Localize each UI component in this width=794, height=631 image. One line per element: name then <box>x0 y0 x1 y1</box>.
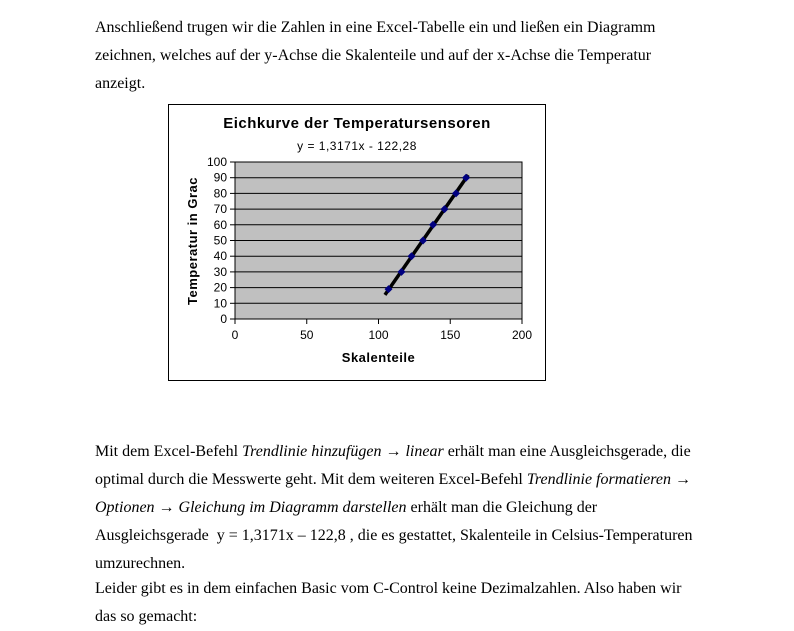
italic-text-run: Trendlinie hinzufügen <box>242 443 382 460</box>
calibration-chart <box>168 104 546 381</box>
paragraph-line: Leider gibt es in dem einfachen Basic vom C-Control keine Dezimalzahlen. Also haben wir <box>95 580 682 597</box>
italic-text-run: Trendlinie formatieren <box>526 471 671 488</box>
text-run: erhält man eine Ausgleichsgerade, die <box>443 443 691 460</box>
italic-text-run: Optionen <box>95 499 155 516</box>
y-tick-label: 80 <box>213 186 227 201</box>
text-run: umzurechnen. <box>95 555 186 572</box>
y-axis-title: Temperatur in Grac <box>185 177 200 305</box>
paragraph-line <box>95 550 693 578</box>
y-tick-label: 100 <box>206 155 227 169</box>
italic-text-run: Gleichung im Diagramm darstellen <box>178 499 407 516</box>
paragraph-line <box>95 438 693 466</box>
y-tick-label: 30 <box>213 264 227 279</box>
paragraph-line: zeichnen, welches auf der y-Achse die Skalenteile und auf der x-Achse die Temperatur <box>95 47 652 64</box>
paragraph-line <box>95 494 693 522</box>
text-run: → <box>381 443 406 460</box>
y-tick-label: 90 <box>213 170 227 185</box>
chart-equation-label: y = 1,3171x - 122,28 <box>297 139 417 153</box>
y-tick-label: 70 <box>213 202 227 217</box>
y-tick-label: 20 <box>213 280 227 295</box>
paragraph-trendline <box>95 438 693 578</box>
y-tick-label: 0 <box>220 312 227 326</box>
italic-text-run: linear <box>405 443 444 460</box>
text-run: → <box>671 471 691 488</box>
x-tick-label: 0 <box>231 328 239 342</box>
x-tick-label: 150 <box>440 328 461 342</box>
x-tick-label: 100 <box>368 328 389 342</box>
text-run: Ausgleichsgerade y = 1,3171x – 122,8 , die es gestattet, Skalenteile in Celsius-Temperaturen <box>95 527 693 544</box>
text-run: → <box>154 499 179 516</box>
y-tick-label: 60 <box>213 217 227 232</box>
x-tick-label: 200 <box>511 328 533 342</box>
y-tick-label: 50 <box>213 233 227 248</box>
paragraph-line <box>95 522 693 550</box>
paragraph-intro <box>95 14 655 98</box>
y-tick-label: 40 <box>213 249 227 264</box>
paragraph-basic <box>95 575 682 631</box>
x-axis-title: Skalenteile <box>341 350 416 365</box>
paragraph-line: das so gemacht: <box>95 608 198 625</box>
x-tick-label: 50 <box>300 328 314 342</box>
text-run: Mit dem Excel-Befehl <box>95 443 243 460</box>
paragraph-line: Anschließend trugen wir die Zahlen in eine Excel-Tabelle ein und ließen ein Diagramm <box>95 19 656 36</box>
paragraph-line: anzeigt. <box>95 75 146 92</box>
plot-svg <box>169 105 545 380</box>
text-run: optimal durch die Messwerte geht. Mit dem weiteren Excel-Befehl <box>95 471 527 488</box>
y-tick-label: 10 <box>213 296 227 311</box>
text-run: erhält man die Gleichung der <box>406 499 598 516</box>
chart-title: Eichkurve der Temperatursensoren <box>223 115 491 132</box>
paragraph-line <box>95 466 693 494</box>
